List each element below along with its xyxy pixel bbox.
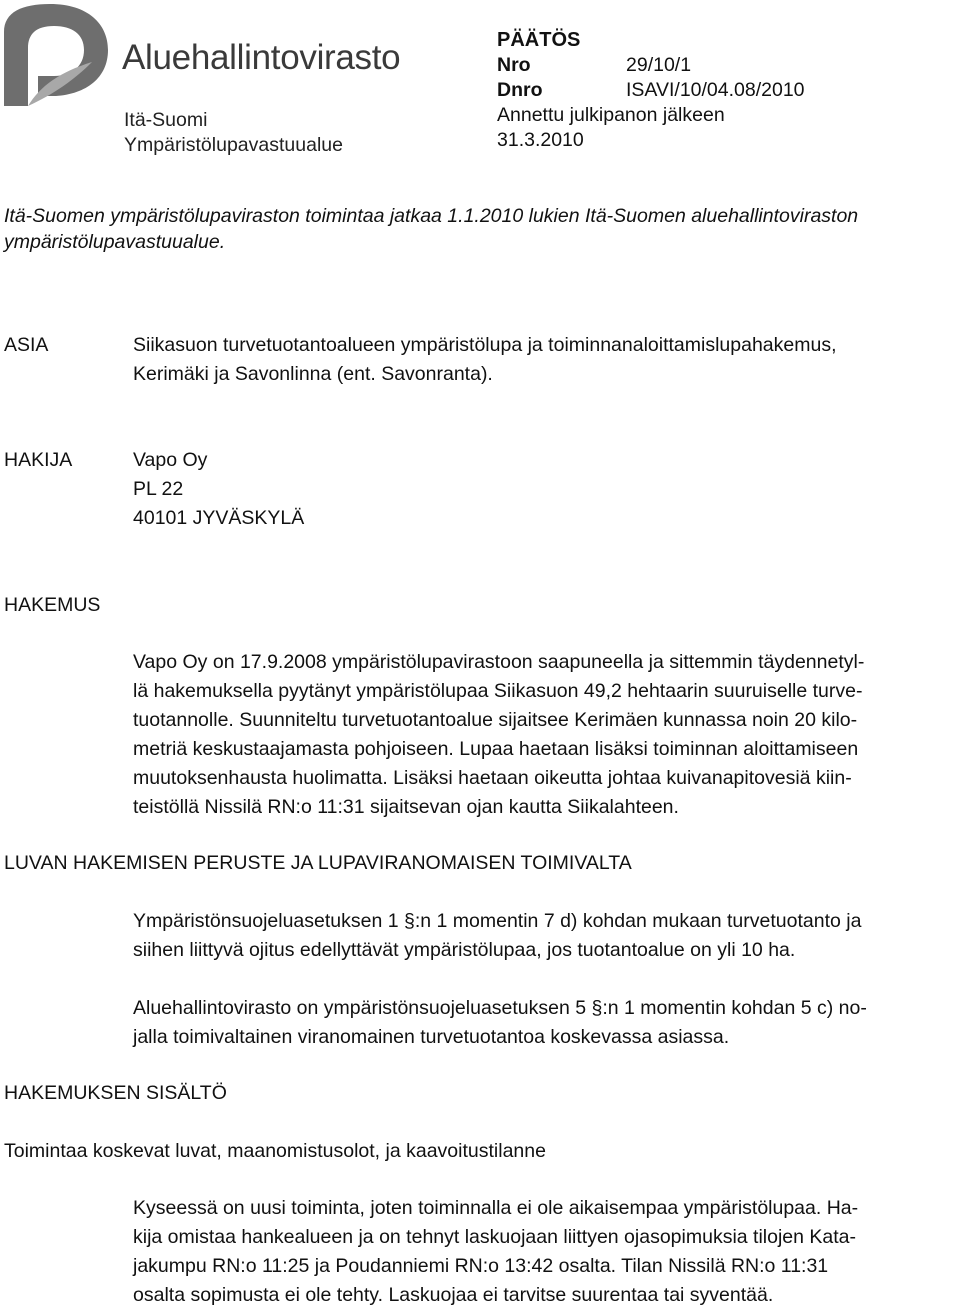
sisalto-line: osalta sopimusta ei ole tehty. Laskuojaa ei tarvitse suurentaa tai syventää. [133, 1284, 774, 1306]
sisalto-line: Kyseessä on uusi toiminta, joten toiminnalla ei ole aikaisempaa ympäristölupaa. Ha- [133, 1197, 859, 1219]
peruste-line: jalla toimivaltainen viranomainen turvetuotantoa koskevassa asiassa. [133, 1026, 730, 1048]
peruste-paragraph-2 [133, 994, 956, 1052]
hakemus-paragraph [133, 648, 956, 822]
hakija-address [133, 446, 304, 533]
nro-label: Nro [497, 54, 531, 76]
hakemus-line: tuotannolle. Suunniteltu turvetuotantoalue sijaitsee Kerimäen kunnassa noin 20 kilo- [133, 709, 858, 731]
agency-logo-icon [0, 2, 112, 110]
hakija-name: Vapo Oy [133, 449, 208, 471]
hakemus-line: metriä keskustaajamasta pohjoiseen. Lupaa haetaan lisäksi toiminnan aloittamiseen [133, 738, 859, 760]
hakemus-line: Vapo Oy on 17.9.2008 ympäristölupavirastoon saapuneella ja sittemmin täydennetyl- [133, 651, 865, 673]
hakemus-line: lä hakemuksella pyytänyt ympäristölupaa Siikasuon 49,2 hehtaarin suuruiselle turve- [133, 680, 863, 702]
dnro-value: ISAVI/10/04.08/2010 [626, 79, 805, 101]
peruste-line: Aluehallintovirasto on ympäristönsuojeluasetuksen 5 §:n 1 momentin kohdan 5 c) no- [133, 997, 867, 1019]
dnro-label: Dnro [497, 79, 543, 101]
asia-line: Siikasuon turvetuotantoalueen ympäristölupa ja toiminnanaloittamislupahakemus, [133, 334, 837, 356]
hakemus-line: muutoksenhausta huolimatta. Lisäksi haetaan oikeutta johtaa kuivanapitovesiä kiin- [133, 767, 852, 789]
nro-value: 29/10/1 [626, 54, 692, 76]
agency-name: Aluehallintovirasto [122, 38, 401, 77]
issued-date: 31.3.2010 [497, 129, 584, 151]
region-name: Itä-Suomi [124, 109, 208, 131]
sisalto-heading: HAKEMUKSEN SISÄLTÖ [4, 1082, 227, 1104]
hakemus-line: teistöllä Nissilä RN:o 11:31 sijaitsevan ojan kautta Siikalahteen. [133, 796, 679, 818]
asia-label: ASIA [4, 334, 49, 356]
intro-note [4, 203, 960, 255]
asia-line: Kerimäki ja Savonlinna (ent. Savonranta). [133, 363, 493, 385]
peruste-line: siihen liittyvä ojitus edellyttävät ympäristölupaa, jos tuotantoalue on yli 10 ha. [133, 939, 796, 961]
intro-line: ympäristölupavastuualue. [4, 231, 226, 253]
issued-note: Annettu julkipanon jälkeen [497, 104, 725, 126]
hakija-postal: 40101 JYVÄSKYLÄ [133, 507, 305, 529]
sisalto-line: kija omistaa hankealueen ja on tehnyt laskuojaan liittyen ojasopimuksia tilojen Kata- [133, 1226, 857, 1248]
asia-text [133, 331, 837, 389]
hakija-po-box: PL 22 [133, 478, 184, 500]
decision-title: PÄÄTÖS [497, 29, 581, 51]
hakija-label: HAKIJA [4, 449, 73, 471]
peruste-line: Ympäristönsuojeluasetuksen 1 §:n 1 momentin 7 d) kohdan mukaan turvetuotanto ja [133, 910, 862, 932]
peruste-heading: LUVAN HAKEMISEN PERUSTE JA LUPAVIRANOMAISEN TOIMIVALTA [4, 852, 632, 874]
hakemus-label: HAKEMUS [4, 594, 101, 616]
sisalto-subheading: Toimintaa koskevat luvat, maanomistusolot, ja kaavoitustilanne [4, 1140, 546, 1162]
responsibility-unit: Ympäristölupavastuualue [124, 134, 343, 156]
peruste-paragraph-1 [133, 907, 956, 965]
intro-line: Itä-Suomen ympäristölupaviraston toimintaa jatkaa 1.1.2010 lukien Itä-Suomen aluehallintoviraston [4, 205, 859, 227]
sisalto-paragraph [133, 1194, 956, 1310]
sisalto-line: jakumpu RN:o 11:25 ja Poudanniemi RN:o 13:42 osalta. Tilan Nissilä RN:o 11:31 [133, 1255, 829, 1277]
